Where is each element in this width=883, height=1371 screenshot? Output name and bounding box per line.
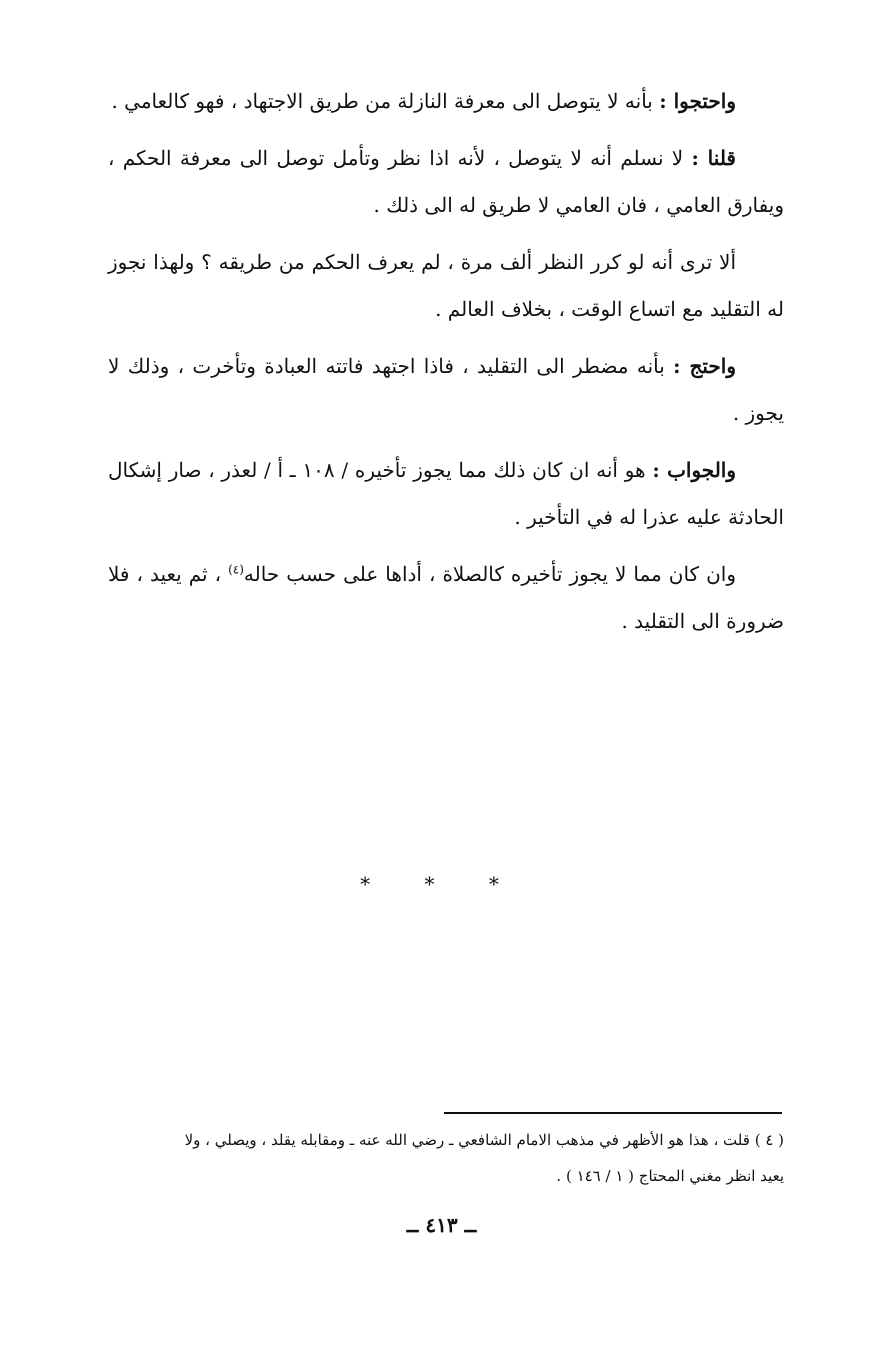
paragraph-1 — [108, 78, 784, 125]
paragraph-body: وان كان مما لا يجوز تأخيره كالصلاة ، أداها على حسب حاله — [243, 562, 736, 586]
page-number: ــ ٤١٣ ــ — [406, 1213, 477, 1237]
footnote — [108, 1122, 784, 1194]
paragraph-lead: واحتجوا : — [659, 89, 736, 113]
footnote-line-1: ( ٤ ) قلت ، هذا هو الأظهر في مذهب الامام الشافعي ـ رضي الله عنه ـ ومقابله يقلد ، ويصلي ، ولا — [184, 1131, 784, 1149]
paragraph-3 — [108, 239, 784, 333]
paragraph-lead: قلنا : — [691, 146, 736, 170]
paragraph-body: هو أنه ان كان ذلك مما يجوز تأخيره / ١٠٨ ـ أ / لعذر ، صار إشكال الحادثة عليه عذرا له في التأخير . — [108, 458, 784, 529]
paragraph-4 — [108, 343, 784, 437]
section-separator: * * * — [360, 872, 523, 896]
paragraph-body: بأنه مضطر الى التقليد ، فاذا اجتهد فاتته العبادة وتأخرت ، وذلك لا يجوز . — [108, 354, 784, 425]
footnote-reference: (٤) — [228, 562, 244, 577]
paragraph-body-continued: ، ثم يعيد ، فلا ضرورة الى التقليد . — [108, 562, 784, 633]
main-text — [108, 78, 784, 655]
paragraph-body: بأنه لا يتوصل الى معرفة النازلة من طريق الاجتهاد ، فهو كالعامي . — [111, 89, 660, 113]
paragraph-5 — [108, 447, 784, 541]
paragraph-6 — [108, 551, 784, 645]
paragraph-body: لا نسلم أنه لا يتوصل ، لأنه اذا نظر وتأمل توصل الى معرفة الحكم ، ويفارق العامي ، فان العامي لا طريق له الى ذلك . — [108, 146, 784, 217]
paragraph-2 — [108, 135, 784, 229]
paragraph-body: ألا ترى أنه لو كرر النظر ألف مرة ، لم يعرف الحكم من طريقه ؟ ولهذا نجوز له التقليد مع اتساع الوقت ، بخلاف العالم . — [108, 250, 784, 321]
paragraph-lead: والجواب : — [652, 458, 737, 482]
footnote-divider — [444, 1112, 782, 1114]
footnote-line-2: يعيد انظر مغني المحتاج ( ١ / ١٤٦ ) . — [556, 1167, 784, 1185]
paragraph-lead: واحتج : — [673, 354, 736, 378]
